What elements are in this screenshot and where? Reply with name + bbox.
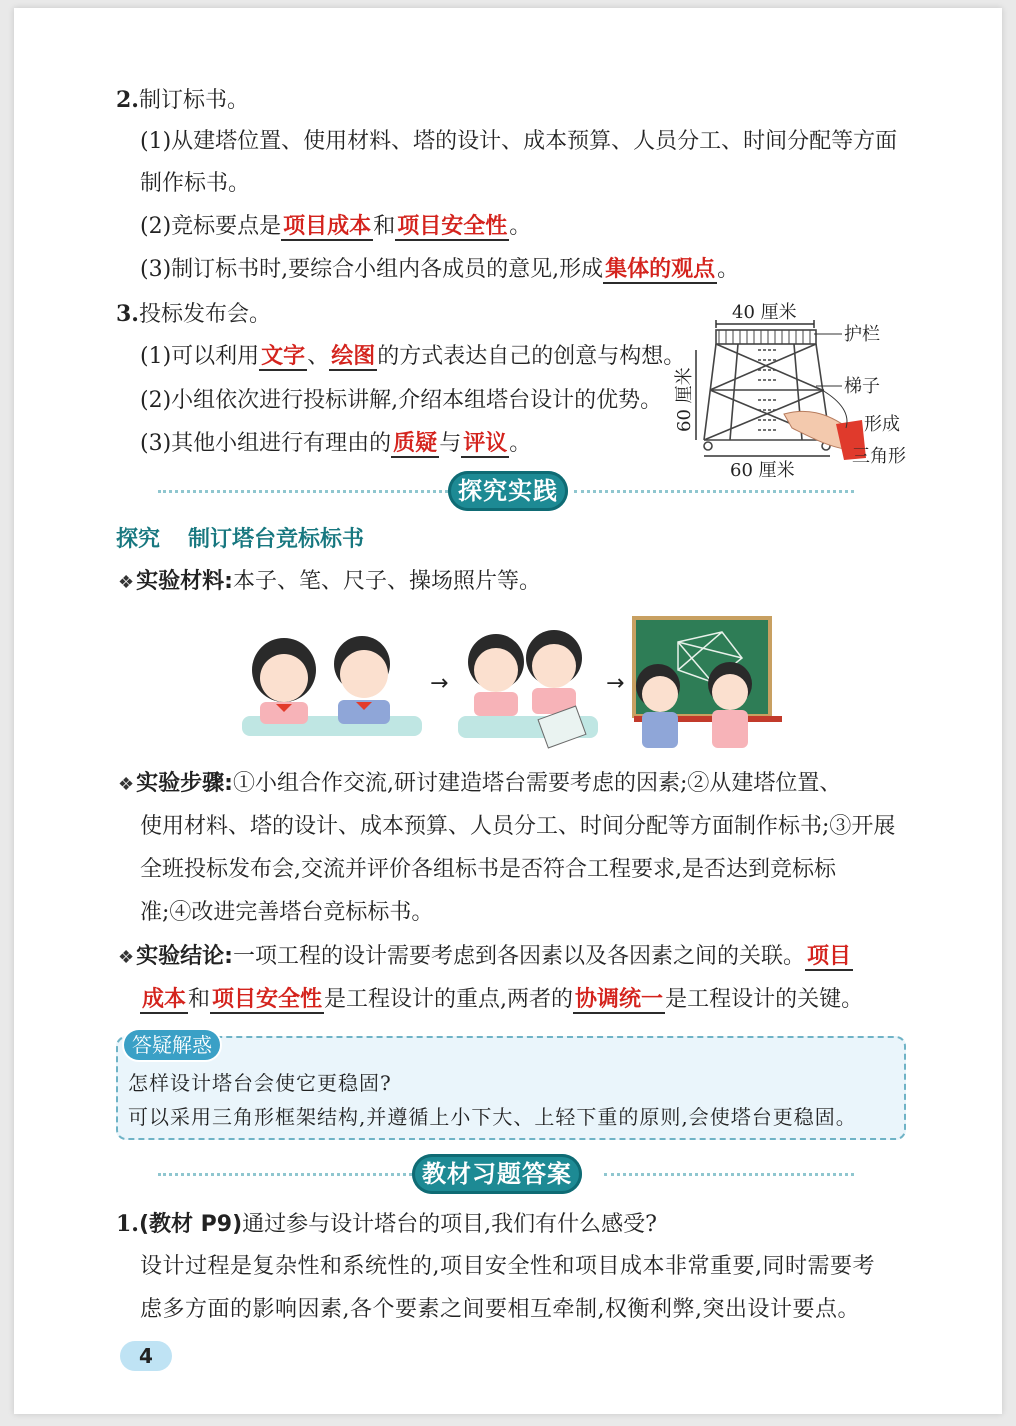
diamond-bullet-icon: ❖	[118, 947, 135, 968]
qa-tag: 答疑解惑	[124, 1030, 220, 1060]
materials-line	[118, 566, 541, 599]
s2-p2-post: 。	[509, 214, 532, 239]
s2-heading	[116, 84, 249, 117]
s2-p2	[140, 211, 531, 243]
s2-heading-num: 2.	[116, 87, 139, 113]
conclusion-text-1: 一项工程的设计需要考虑到各因素以及各因素之间的关联。	[232, 944, 805, 969]
qa-question: 怎样设计塔台会使它更稳固?	[128, 1071, 392, 1095]
s2-p2-mid: 和	[373, 214, 396, 239]
conclusion-answer-2: 项目安全性	[212, 987, 323, 1012]
s3-p1-answer-2: 绘图	[331, 344, 376, 369]
diamond-bullet-icon: ❖	[118, 774, 135, 795]
section-header-answers	[14, 1154, 1002, 1194]
explore-label: 探究	[116, 527, 161, 552]
conclusion-answer-1b: 成本	[142, 987, 187, 1012]
s3-p3-post: 。	[509, 431, 532, 456]
conclusion-line1	[118, 941, 853, 974]
conclusion-and: 和	[188, 987, 211, 1012]
s3-p1	[140, 341, 685, 373]
s3-p3-answer-1: 质疑	[393, 431, 438, 456]
label-forms: 形成	[864, 414, 900, 435]
s3-p1-pre: (1)可以利用	[140, 344, 260, 369]
exercise-question: 通过参与设计塔台的项目,我们有什么感受?	[242, 1212, 657, 1237]
textbook-page	[14, 8, 1002, 1414]
steps-text-1: ①小组合作交流,研讨建造塔台需要考虑的因素;②从建塔位置、	[232, 771, 842, 796]
s2-p3-post: 。	[717, 257, 740, 282]
section-title-practice: 探究实践	[448, 471, 568, 511]
s3-heading-num: 3.	[116, 301, 139, 327]
s2-p3	[140, 254, 739, 286]
exercise-answer-line1: 设计过程是复杂性和系统性的,项目安全性和项目成本非常重要,同时需要考	[140, 1254, 875, 1279]
steps-label: 实验步骤:	[136, 771, 233, 796]
label-ladder: 梯子	[844, 376, 880, 397]
conclusion-label: 实验结论:	[136, 944, 233, 969]
materials-text: 本子、笔、尺子、操场照片等。	[232, 569, 541, 594]
s2-p1-line1: (1)从建塔位置、使用材料、塔的设计、成本预算、人员分工、时间分配等方面	[140, 129, 898, 154]
explore-heading	[116, 524, 364, 556]
section-header-practice	[14, 471, 1002, 511]
conclusion-line2	[140, 984, 863, 1016]
arrow-2: →	[606, 671, 625, 696]
label-triangle: 三角形	[852, 446, 906, 467]
page-number: 4	[120, 1341, 172, 1371]
s3-p1-answer-1: 文字	[261, 344, 306, 369]
s3-p1-post: 的方式表达自己的创意与构想。	[377, 344, 686, 369]
exercise-source: (教材 P9)	[138, 1212, 243, 1237]
conclusion-answer-3: 协调统一	[575, 987, 664, 1012]
s3-p3-pre: (3)其他小组进行有理由的	[140, 431, 392, 456]
steps-line1	[118, 768, 841, 801]
scene-writing	[458, 630, 598, 748]
explore-title: 制订塔台竞标标书	[188, 527, 365, 552]
s3-p2: (2)小组依次进行投标讲解,介绍本组塔台设计的优势。	[140, 388, 663, 413]
s3-p3-mid: 与	[439, 431, 462, 456]
s3-p3	[140, 428, 531, 460]
section-title-answers: 教材习题答案	[412, 1154, 582, 1194]
s2-p2-answer-2: 项目安全性	[397, 214, 508, 239]
exercise-question-line	[116, 1208, 657, 1241]
s3-p1-sep: 、	[307, 344, 330, 369]
tower-side-label: 60 厘米	[674, 367, 695, 432]
s2-p2-pre: (2)竞标要点是	[140, 214, 282, 239]
tower-top-label: 40 厘米	[732, 302, 797, 323]
s3-heading	[116, 298, 271, 331]
diamond-bullet-icon: ❖	[118, 572, 135, 593]
conclusion-answer-1a: 项目	[806, 944, 851, 969]
steps-line2: 使用材料、塔的设计、成本预算、人员分工、时间分配等方面制作标书;③开展	[140, 814, 896, 839]
s2-p1-line2: 制作标书。	[140, 171, 251, 196]
tower-bottom-label: 60 厘米	[730, 460, 795, 480]
qa-box	[116, 1033, 906, 1140]
label-railing: 护栏	[844, 324, 880, 345]
qa-answer: 可以采用三角形框架结构,并遵循上小下大、上轻下重的原则,会使塔台更稳固。	[128, 1105, 857, 1129]
scene-discussion	[242, 636, 422, 736]
conclusion-mid: 是工程设计的重点,两者的	[324, 987, 574, 1012]
tower-diagram	[666, 290, 908, 480]
s2-p3-answer: 集体的观点	[605, 257, 716, 282]
s3-p3-answer-2: 评议	[463, 431, 508, 456]
illustration-strip	[242, 612, 782, 752]
steps-line4: 准;④改进完善塔台竞标标书。	[140, 900, 434, 925]
s2-p2-answer-1: 项目成本	[283, 214, 372, 239]
materials-label: 实验材料:	[136, 569, 233, 594]
exercise-answer-line2: 虑多方面的影响因素,各个要素之间要相互牵制,权衡利弊,突出设计要点。	[140, 1297, 860, 1322]
scene-blackboard	[634, 618, 782, 748]
arrow-1: →	[430, 671, 449, 696]
s2-p3-pre: (3)制订标书时,要综合小组内各成员的意见,形成	[140, 257, 604, 282]
conclusion-post: 是工程设计的关键。	[665, 987, 864, 1012]
s3-heading-text: 投标发布会。	[138, 302, 271, 327]
s2-heading-text: 制订标书。	[138, 88, 249, 113]
exercise-num: 1.	[116, 1211, 139, 1237]
steps-line3: 全班投标发布会,交流并评价各组标书是否符合工程要求,是否达到竞标标	[140, 857, 836, 882]
